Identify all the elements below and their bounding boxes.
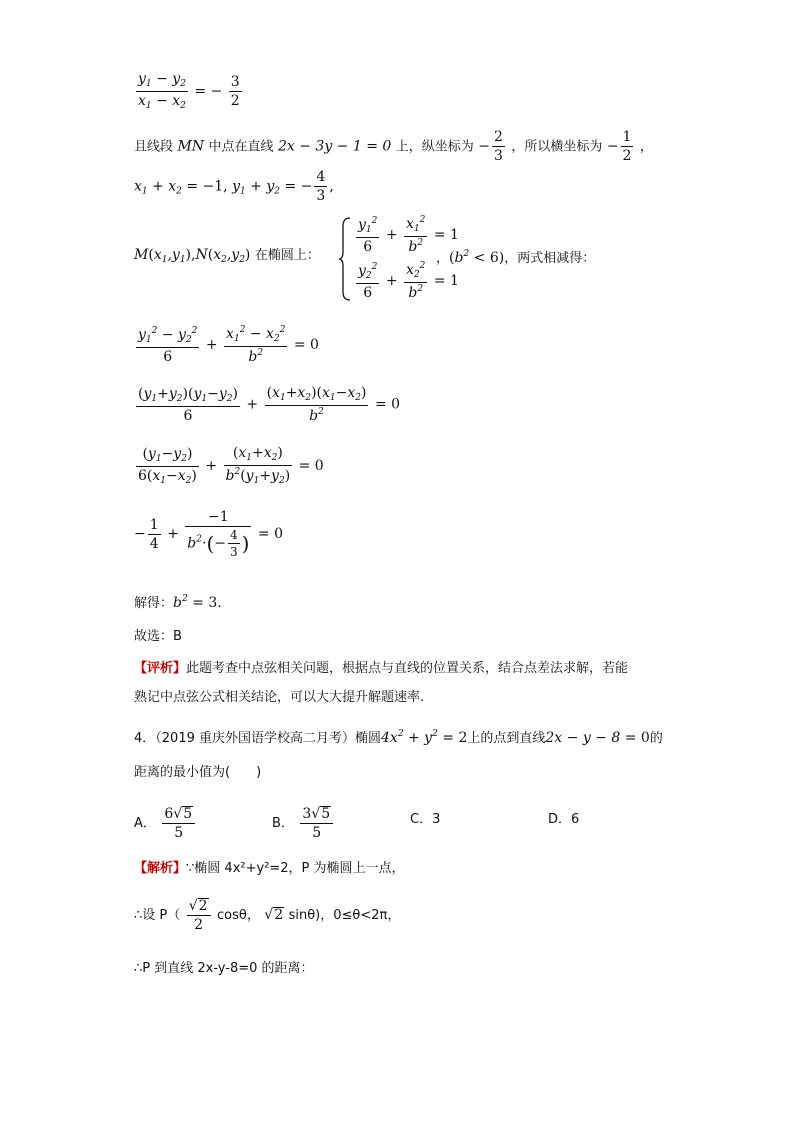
system-eq-2: $\frac{y_2^2}{6}$ + $\frac{x_2^2}{b^2}$ = 1 <box>358 261 459 301</box>
option-b[interactable]: B． $\frac{3√5}{5}$ <box>272 806 335 840</box>
comment-line-2: 熟记中点弦公式相关结论，可以大大提升解题速率. <box>134 690 425 705</box>
option-a[interactable]: A． $\frac{6√5}{5}$ <box>134 806 197 840</box>
subtract-eq-3: $\frac{(y_1-y_2)}{6(x_1-x_2)}$ + $\frac{(x_1+x_2)}{b^2(y_1+y_2)}$ = 0 <box>138 445 324 486</box>
substitution-eq: − $\frac{1}{4}$ + −1 $b^2\cdot(-$ $\frac{4}{3}$ ) = 0 <box>134 509 283 559</box>
system-condition: ，$(b^2 < 6)$，两式相减得： <box>436 249 596 266</box>
system-brace <box>338 216 352 302</box>
analysis-line-1: 【解析】∵椭圆 4x²+y²=2，P 为椭圆上一点， <box>134 861 405 876</box>
comment-line-1: 【评析】此题考查中点弦相关问题，根据点与直线的位置关系，结合点差法求解，若能 <box>134 661 629 676</box>
solve-line: 解得：$b^2 = 3$. <box>134 594 222 611</box>
midpoint-line: 且线段 MN 中点在直线 2x − 3y − 1 = 0 上，纵坐标为 − $\frac{2}{3}$ ，所以横坐标为 − $\frac{1}{2}$ ， <box>134 129 653 164</box>
sum-equation: $x_1 + x_2 = -1$, $y_1 + y_2$ = − $\frac{4}{3}$ , <box>134 169 334 204</box>
question-4-line-2: 距离的最小值为( ) <box>134 765 262 780</box>
question-4-line-1: 4．（2019 重庆外国语学校高二月考）椭圆$4x^2 + y^2 = 2$上的点到直线2x − y − 8 = 0的 <box>134 729 663 746</box>
set-point-line: ∴设 P（ $\frac{√2}{2}$ cosθ， √2 sinθ)，0≤θ<2π， <box>134 898 401 933</box>
ellipse-system-line: $M(x_1,y_1),N(x_2,y_2)$ 在椭圆上： <box>134 247 320 265</box>
subtract-eq-2: $\frac{(y_1+y_2)(y_1-y_2)}{6}$ + $\frac{(x_1+x_2)(x_1-x_2)}{b^2}$ = 0 <box>138 385 401 424</box>
system-eq-1: $\frac{y_1^2}{6}$ + $\frac{x_1^2}{b^2}$ = 1 <box>358 215 459 255</box>
subtract-eq-1: $\frac{y_1^2 - y_2^2}{6}$ + $\frac{x_1^2 - x_2^2}{b^2}$ = 0 <box>138 325 319 365</box>
slope-equation: $\frac{y_1 - y_2}{x_1 - x_2}$ = − $\frac{3}{2}$ <box>138 71 240 111</box>
option-d[interactable]: D．6 <box>548 812 580 827</box>
answer-line: 故选：B <box>134 629 182 644</box>
option-c[interactable]: C．3 <box>410 812 441 827</box>
distance-line: ∴P 到直线 2x-y-8=0 的距离： <box>134 961 314 976</box>
